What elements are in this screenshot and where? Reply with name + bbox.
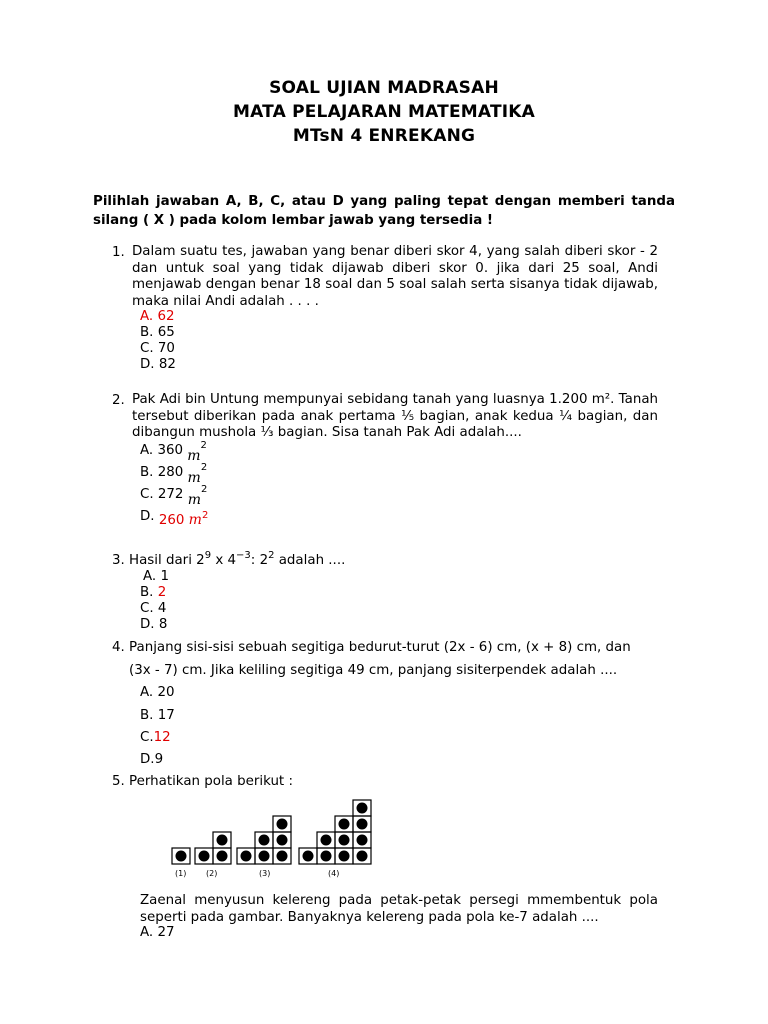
- q2-option-b-unit: m: [187, 470, 201, 486]
- figure-label-2: (2): [206, 869, 218, 878]
- q3-option-b: [140, 585, 166, 600]
- q2-option-c-value: C. 272: [140, 487, 184, 502]
- q2-number: 2.: [112, 393, 125, 408]
- q2-option-b-exp: 2: [200, 462, 208, 473]
- marble: [176, 851, 187, 862]
- q1-option-d: D. 82: [140, 357, 176, 372]
- q2-option-d-value: 260: [158, 513, 185, 528]
- marble: [339, 851, 350, 862]
- q3-option-b-value: 2: [157, 585, 167, 600]
- q2-option-a-exp: 2: [200, 440, 207, 451]
- q2-option-c: [140, 484, 208, 508]
- q4-option-b: B. 17: [140, 708, 175, 723]
- marble: [357, 803, 368, 814]
- q2-option-d: [140, 508, 209, 528]
- q2-option-b: [140, 462, 208, 486]
- q1-option-c: C. 70: [140, 341, 175, 356]
- q3-mid1: x 4: [211, 553, 237, 568]
- q2-option-d-unit: m: [188, 512, 202, 528]
- marble: [321, 851, 332, 862]
- marble: [259, 835, 270, 846]
- q4-option-c-value: 12: [153, 730, 171, 745]
- q3-mid2: : 2: [250, 553, 269, 568]
- marble: [339, 819, 350, 830]
- q2-option-b-value: B. 280: [140, 465, 184, 480]
- marble-pattern-figure: [168, 798, 378, 880]
- q3-option-d: D. 8: [140, 617, 168, 632]
- q5-description: Zaenal menyusun kelereng pada petak-petak persegi mmembentuk pola seperti pada gambar. Banyaknya kelereng pada pola ke-7 adalah ....: [140, 893, 658, 925]
- q3-text: [112, 550, 346, 568]
- q4-text-line2: (3x - 7) cm. Jika keliling segitiga 49 cm, panjang sisiterpendek adalah ....: [129, 663, 618, 678]
- q3-option-b-label: B.: [140, 585, 154, 600]
- q4-option-c-label: C.: [140, 730, 154, 745]
- q2-text: Pak Adi bin Untung mempunyai sebidang tanah yang luasnya 1.200 m². Tanah tersebut diberikan pada anak pertama ⅕ bagian, anak kedua ¼ bagian, dan dibangun mushola ⅓ bagian. Sisa tanah Pak Adi adalah....: [132, 392, 659, 440]
- q2-option-d-label: D.: [140, 509, 155, 524]
- header-subject: MATA PELAJARAN MATEMATIKA: [232, 102, 535, 122]
- q2-option-d-exp: 2: [201, 510, 209, 521]
- instruction-text: Pilihlah jawaban A, B, C, atau D yang paling tepat dengan memberi tanda silang ( X ) pada kolom lembar jawab yang tersedia !: [93, 194, 675, 228]
- marble: [277, 819, 288, 830]
- q4-option-d: D.9: [140, 752, 164, 767]
- q4-option-c: [140, 730, 171, 745]
- q5-option-a: A. 27: [140, 925, 175, 940]
- q4-text-line1: 4. Panjang sisi-sisi sebuah segitiga bedurut-turut (2x - 6) cm, (x + 8) cm, dan: [112, 640, 631, 655]
- marble: [259, 851, 270, 862]
- figure-label-1: (1): [175, 869, 187, 878]
- q2-option-a-unit: m: [187, 448, 201, 464]
- marble: [217, 851, 228, 862]
- q3-prefix: 3. Hasil dari 2: [112, 553, 205, 568]
- q5-text: 5. Perhatikan pola berikut :: [112, 774, 293, 789]
- marble: [357, 835, 368, 846]
- q3-option-c: C. 4: [140, 601, 167, 616]
- q1-option-b: B. 65: [140, 325, 175, 340]
- q2-option-c-exp: 2: [200, 484, 208, 495]
- header-school-name: MTsN 4 ENREKANG: [292, 126, 476, 146]
- marble: [303, 851, 314, 862]
- marble: [241, 851, 252, 862]
- q3-exp2: −3: [236, 550, 251, 561]
- marble: [339, 835, 350, 846]
- marble: [357, 851, 368, 862]
- q4-option-a: A. 20: [140, 685, 175, 700]
- q2-option-a: [140, 440, 207, 464]
- q1-text: [132, 244, 658, 310]
- q1-number: 1.: [112, 245, 125, 260]
- q1-text-content: Dalam suatu tes, jawaban yang benar diberi skor 4, yang salah diberi skor - 2 dan untuk soal yang tidak dijawab diberi skor 0. jika dari 25 soal, Andi menjawab dengan benar 18 soal dan 5 soal salah serta sisanya tidak dijawab, maka nilai Andi adalah . . . .: [132, 244, 658, 309]
- marble: [217, 835, 228, 846]
- figure-label-3: (3): [259, 869, 271, 878]
- marble: [357, 819, 368, 830]
- q3-exp3: 2: [268, 550, 275, 561]
- q1-option-a: A. 62: [140, 309, 175, 324]
- header-school-exam: SOAL UJIAN MADRASAH: [269, 78, 499, 98]
- figure-label-4: (4): [328, 869, 340, 878]
- q2-option-c-unit: m: [187, 492, 201, 508]
- marble: [321, 835, 332, 846]
- q3-suffix: adalah ....: [274, 553, 346, 568]
- marble: [199, 851, 210, 862]
- q3-option-a: A. 1: [143, 569, 169, 584]
- q3-exp1: 9: [204, 550, 212, 561]
- marble: [277, 835, 288, 846]
- q2-option-a-value: A. 360: [140, 443, 183, 458]
- marble: [277, 851, 288, 862]
